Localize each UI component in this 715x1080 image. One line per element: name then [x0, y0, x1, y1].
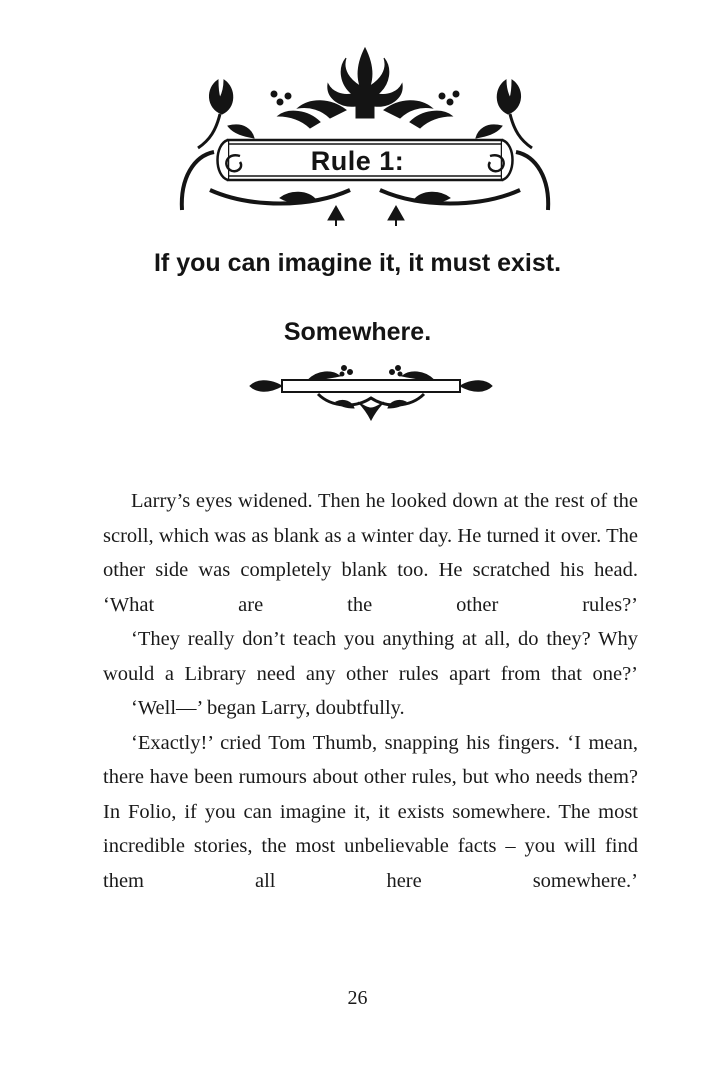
body-text	[103, 484, 638, 898]
page-number: 26	[347, 987, 368, 1009]
paragraph: Larry’s eyes widened. Then he looked down at the rest of the scroll, which was as blank as a winter day. He turned it over. The other side was completely blank too. He scratched his head. ‘What are the other rules?’	[103, 490, 638, 616]
rule-statement-continued: Somewhere.	[283, 318, 432, 346]
divider-ornament	[248, 362, 494, 424]
paragraph: ‘Exactly!’ cried Tom Thumb, snapping his fingers. ‘I mean, there have been rumours about other rules, but who needs them? In Folio, if you can imagine it, it exists somewhere. The most incredible stories, the most unbelievable facts – you will find them all here somewhere.’	[103, 731, 638, 892]
paragraph: ‘They really don’t teach you anything at all, do they? Why would a Library need any other rules apart from that one?’	[103, 628, 638, 685]
rule-title: Rule 1:	[310, 146, 405, 176]
scroll-banner-ornament	[170, 40, 560, 230]
rule-statement: If you can imagine it, it must exist.	[153, 249, 562, 277]
paragraph: ‘Well—’ began Larry, doubtfully.	[131, 697, 405, 719]
